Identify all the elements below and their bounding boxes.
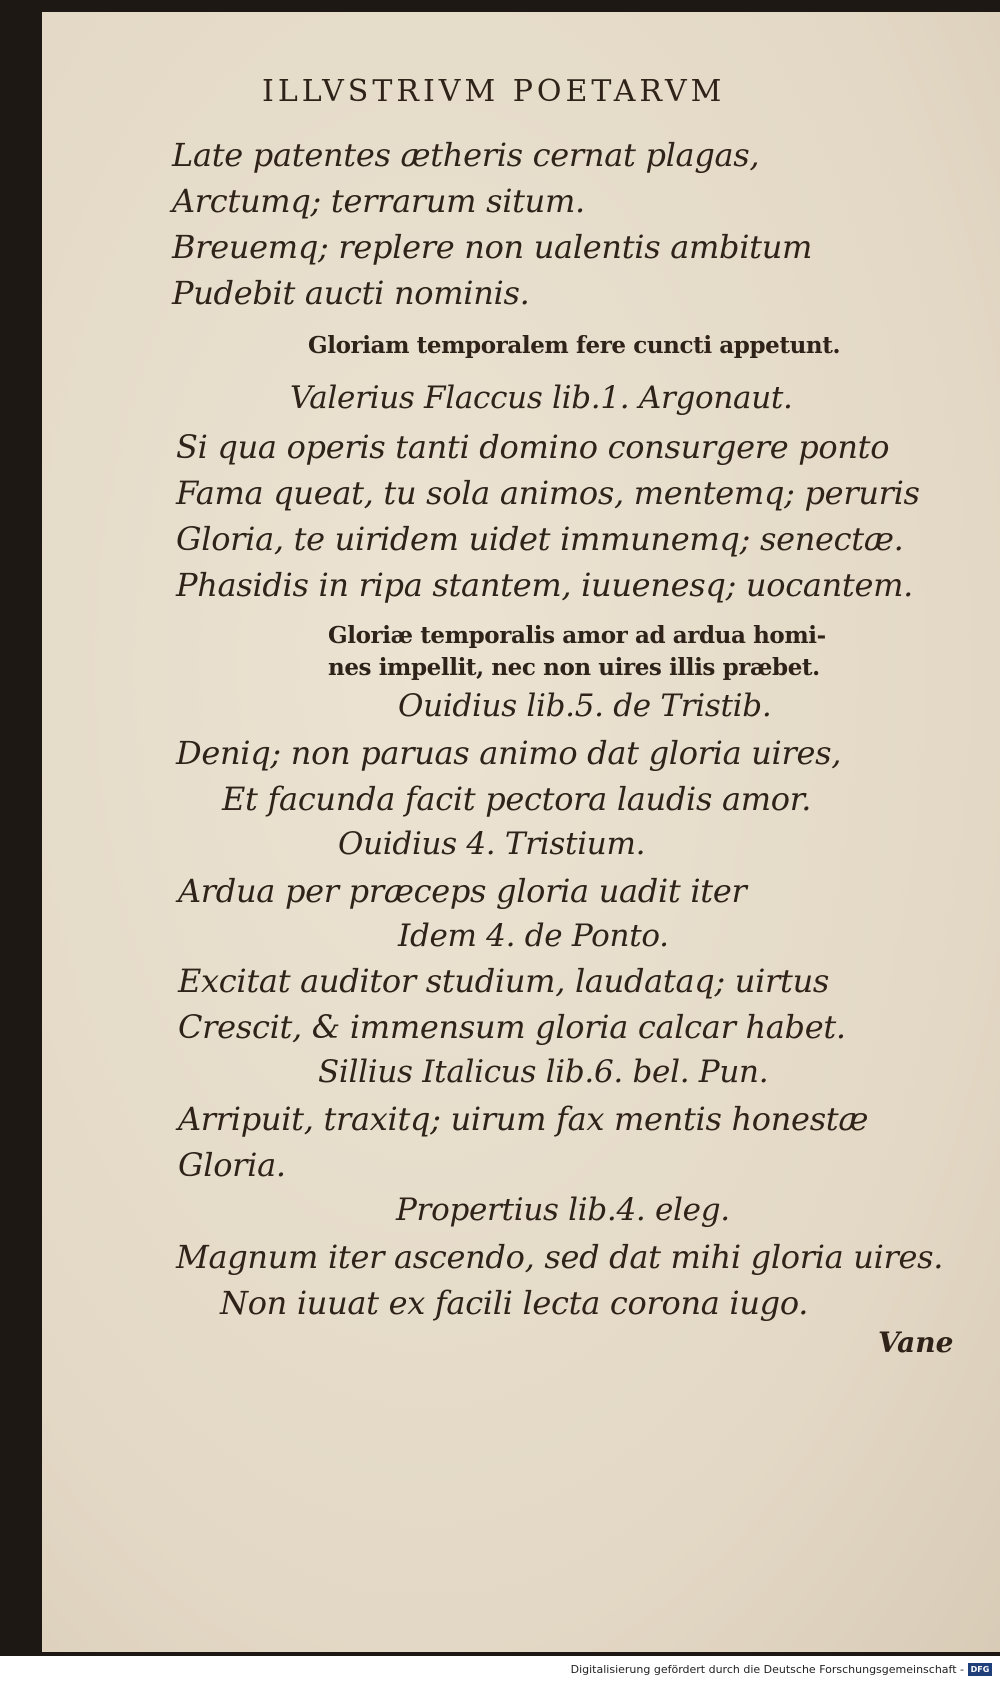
text-line: Late patentes ætheris cernat plagas, <box>172 136 760 174</box>
text-line: Arctumq; terrarum situm. <box>172 182 585 220</box>
text-line: Magnum iter ascendo, sed dat mihi gloria uires. <box>176 1238 944 1276</box>
dfg-logo: DFG <box>968 1663 992 1676</box>
text-line: Arripuit, traxitq; uirum fax mentis honestæ <box>178 1100 869 1138</box>
citation-line: Ouidius 4. Tristium. <box>338 826 646 862</box>
catchword: Vane <box>878 1326 954 1359</box>
text-line: Si qua operis tanti domino consurgere ponto <box>176 428 890 466</box>
citation-line: Idem 4. de Ponto. <box>398 918 669 954</box>
running-title: ILLVSTRIVM POETARVM <box>262 74 726 109</box>
text-line: Crescit, & immensum gloria calcar habet. <box>178 1008 846 1046</box>
text-line: Phasidis in ripa stantem, iuuenesq; uocantem. <box>176 566 914 604</box>
text-line: Excitat auditor studium, laudataq; uirtus <box>178 962 830 1000</box>
funding-notice: Digitalisierung gefördert durch die Deutsche Forschungsgemeinschaft - <box>570 1663 964 1676</box>
text-line: Non iuuat ex facili lecta corona iugo. <box>220 1284 809 1322</box>
rubric-line: Gloriæ temporalis amor ad ardua homi- <box>328 622 826 649</box>
citation-line: Sillius Italicus lib.6. bel. Pun. <box>318 1054 769 1090</box>
citation-line: Ouidius lib.5. de Tristib. <box>398 688 772 724</box>
text-line: Breuemq; replere non ualentis ambitum <box>172 228 813 266</box>
text-line: Gloria, te uiridem uidet immunemq; senectæ. <box>176 520 904 558</box>
facing-page-bleed <box>958 70 1000 1630</box>
text-line: Fama queat, tu sola animos, mentemq; peruris <box>176 474 920 512</box>
citation-line: Propertius lib.4. eleg. <box>396 1192 730 1228</box>
text-line: Gloria. <box>178 1146 286 1184</box>
text-line: Deniq; non paruas animo dat gloria uires, <box>176 734 842 772</box>
text-line: Ardua per præceps gloria uadit iter <box>178 872 747 910</box>
citation-line: Valerius Flaccus lib.1. Argonaut. <box>290 380 793 416</box>
rubric-line: nes impellit, nec non uires illis præbet. <box>328 654 820 681</box>
text-line: Pudebit aucti nominis. <box>172 274 530 312</box>
text-line: Et facunda facit pectora laudis amor. <box>222 780 812 818</box>
rubric-line: Gloriam temporalem fere cuncti appetunt. <box>308 332 841 359</box>
